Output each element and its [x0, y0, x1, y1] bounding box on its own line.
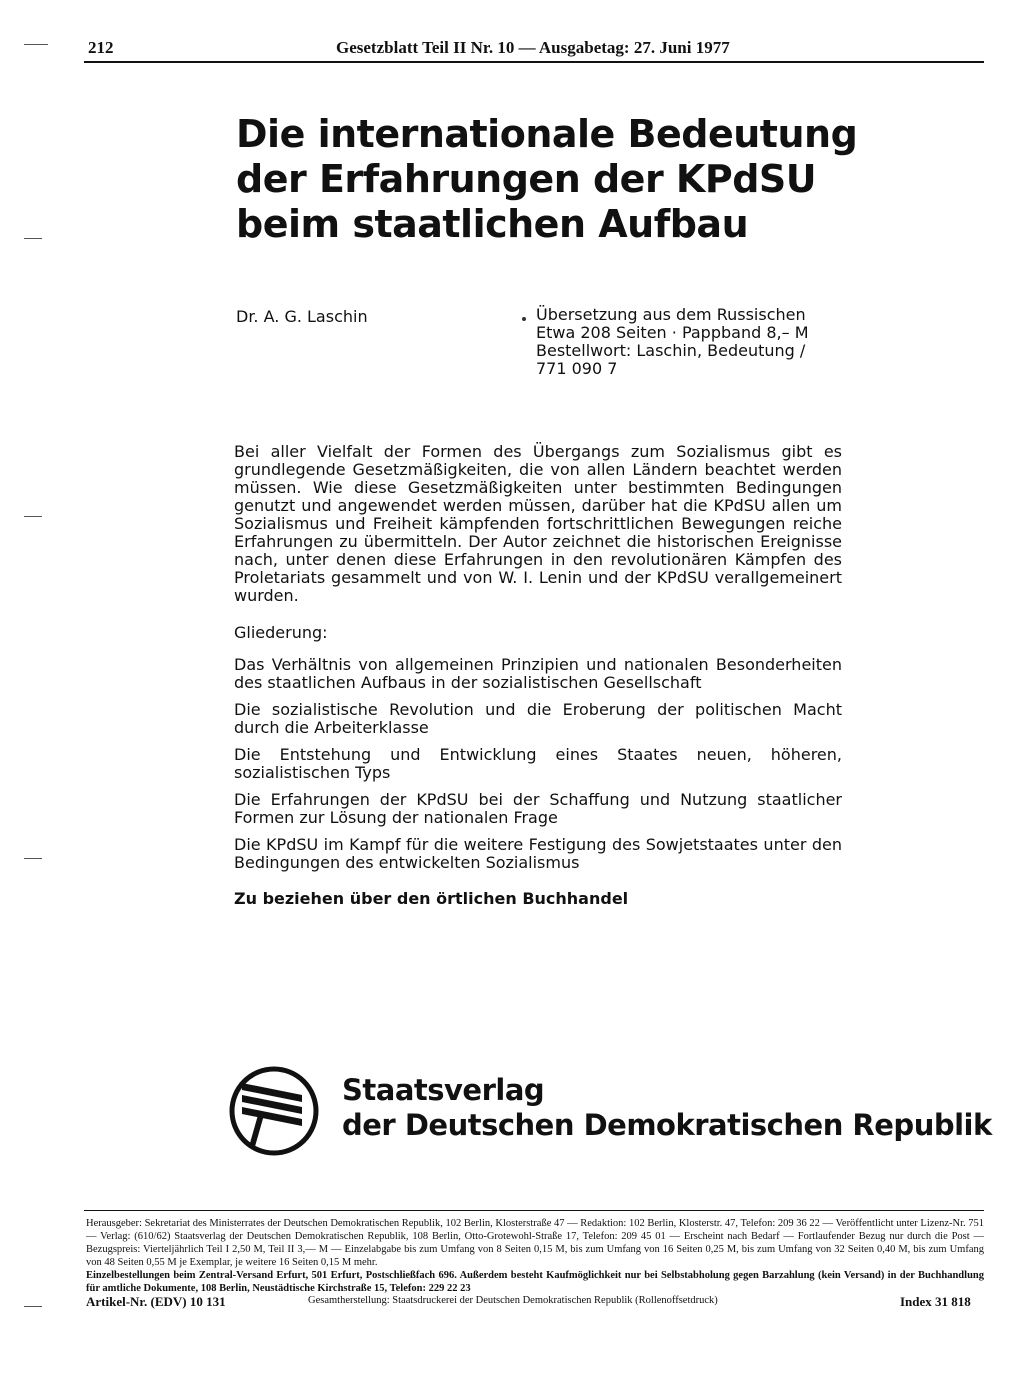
- margin-mark: [24, 238, 42, 239]
- title-line: der Erfahrungen der KPdSU: [236, 157, 817, 201]
- imprint: [86, 1217, 984, 1295]
- outline-item: Die Entstehung und Entwicklung eines Staates neuen, höheren, sozialistischen Typs: [234, 745, 842, 782]
- book-title: [236, 112, 936, 247]
- author: Dr. A. G. Laschin: [236, 307, 368, 326]
- outline-item: Die Erfahrungen der KPdSU bei der Schaffung und Nutzung staatlicher Formen zur Lösung der nationalen Frage: [234, 790, 842, 827]
- outline-item: Die KPdSU im Kampf für die weitere Festigung des Sowjetstaates unter den Bedingungen des entwickelten Sozialismus: [234, 835, 842, 872]
- bullet-dot: [522, 317, 526, 321]
- book-info: [536, 306, 809, 378]
- outline-item: Das Verhältnis von allgemeinen Prinzipien und nationalen Besonderheiten des staatlichen Aufbaus in der sozialistischen Gesellschaft: [234, 655, 842, 692]
- main-text: [234, 443, 842, 908]
- book-info-line: Etwa 208 Seiten · Pappband 8,– M: [536, 323, 809, 342]
- publisher-line: Staatsverlag: [342, 1073, 545, 1107]
- imprint-paragraph: Herausgeber: Sekretariat des Ministerrates der Deutschen Demokratischen Republik, 102 Berlin, Klosterstraße 47 — Redaktion: 102 Berlin, Klosterstr. 47, Telefon: 209 36 22 — Veröffentlicht unter Lizenz-Nr. 751 — Verlag: (610/62) Staatsverlag der Deutschen Demokratischen Republik, 108 Berlin, Otto-Grotewohl-Straße 17, Telefon: 209 45 01 — Erscheint nach Bedarf — Fortlaufender Bezug nur durch die Post — Bezugspreis: Vierteljährlich Teil I 2,50 M, Teil II 3,— M — Einzelabgabe bis zum Umfang von 8 Seiten 0,15 M, bis zum Umfang von 16 Seiten 0,25 M, bis zum Umfang von 32 Seiten 0,40 M, bis zum Umfang von 48 Seiten 0,55 M je Exemplar, je weitere 16 Seiten 0,15 M mehr.: [86, 1218, 984, 1268]
- index-number: Index 31 818: [900, 1294, 971, 1309]
- availability-note: Zu beziehen über den örtlichen Buchhandel: [234, 889, 629, 908]
- margin-mark: [24, 44, 48, 45]
- margin-mark: [24, 858, 42, 859]
- running-head: Gesetzblatt Teil II Nr. 10 — Ausgabetag: 27. Juni 1977: [336, 38, 730, 57]
- header-rule: [84, 61, 984, 63]
- flag-logo-icon: [228, 1065, 320, 1157]
- imprint-orders: Einzelbestellungen beim Zentral-Versand Erfurt, 501 Erfurt, Postschließfach 696. Außerdem besteht Kaufmöglichkeit nur bei Selbstabholung gegen Barzahlung (kein Versand) in der Buchhandlung für amtliche Dokumente, 108 Berlin, Neustädtische Kirchstraße 15, Telefon: 229 22 23: [86, 1270, 984, 1294]
- article-number: Artikel-Nr. (EDV) 10 131: [86, 1294, 226, 1309]
- publisher-line: der Deutschen Demokratischen Republik: [342, 1108, 992, 1142]
- title-line: beim staatlichen Aufbau: [236, 202, 749, 246]
- imprint-rule: [84, 1210, 984, 1211]
- description: Bei aller Vielfalt der Formen des Übergangs zum Sozialismus gibt es grundlegende Gesetzmäßigkeiten, die von allen Ländern beachtet werden müssen. Wie diese Gesetzmäßigkeiten unter bestimmten Bedingungen genutzt und angewendet werden müssen, darüber hat die KPdSU allen um Sozialismus und Freiheit kämpfenden fortschrittlichen Bewegungen reiche Erfahrungen zu übermitteln. Der Autor zeichnet die historischen Ereignisse nach, unter denen diese Erfahrungen in den revolutionären Kämpfen des Proletariats gesammelt und von W. I. Lenin und der KPdSU verallgemeinert wurden.: [234, 442, 842, 605]
- title-line: Die internationale Bedeutung: [236, 112, 858, 156]
- book-info-line: Bestellwort: Laschin, Bedeutung /: [536, 341, 806, 360]
- page-number: 212: [88, 38, 114, 57]
- publisher-name: [342, 1073, 992, 1143]
- margin-mark: [24, 1306, 42, 1307]
- book-info-line: 771 090 7: [536, 359, 618, 378]
- margin-mark: [24, 516, 42, 517]
- book-info-line: Übersetzung aus dem Russischen: [536, 305, 806, 324]
- outline-item: Die sozialistische Revolution und die Eroberung der politischen Macht durch die Arbeiterklasse: [234, 700, 842, 737]
- outline-heading: Gliederung:: [234, 623, 328, 642]
- print-info: Gesamtherstellung: Staatsdruckerei der Deutschen Demokratischen Republik (Rollenoffsetdruck): [308, 1295, 718, 1306]
